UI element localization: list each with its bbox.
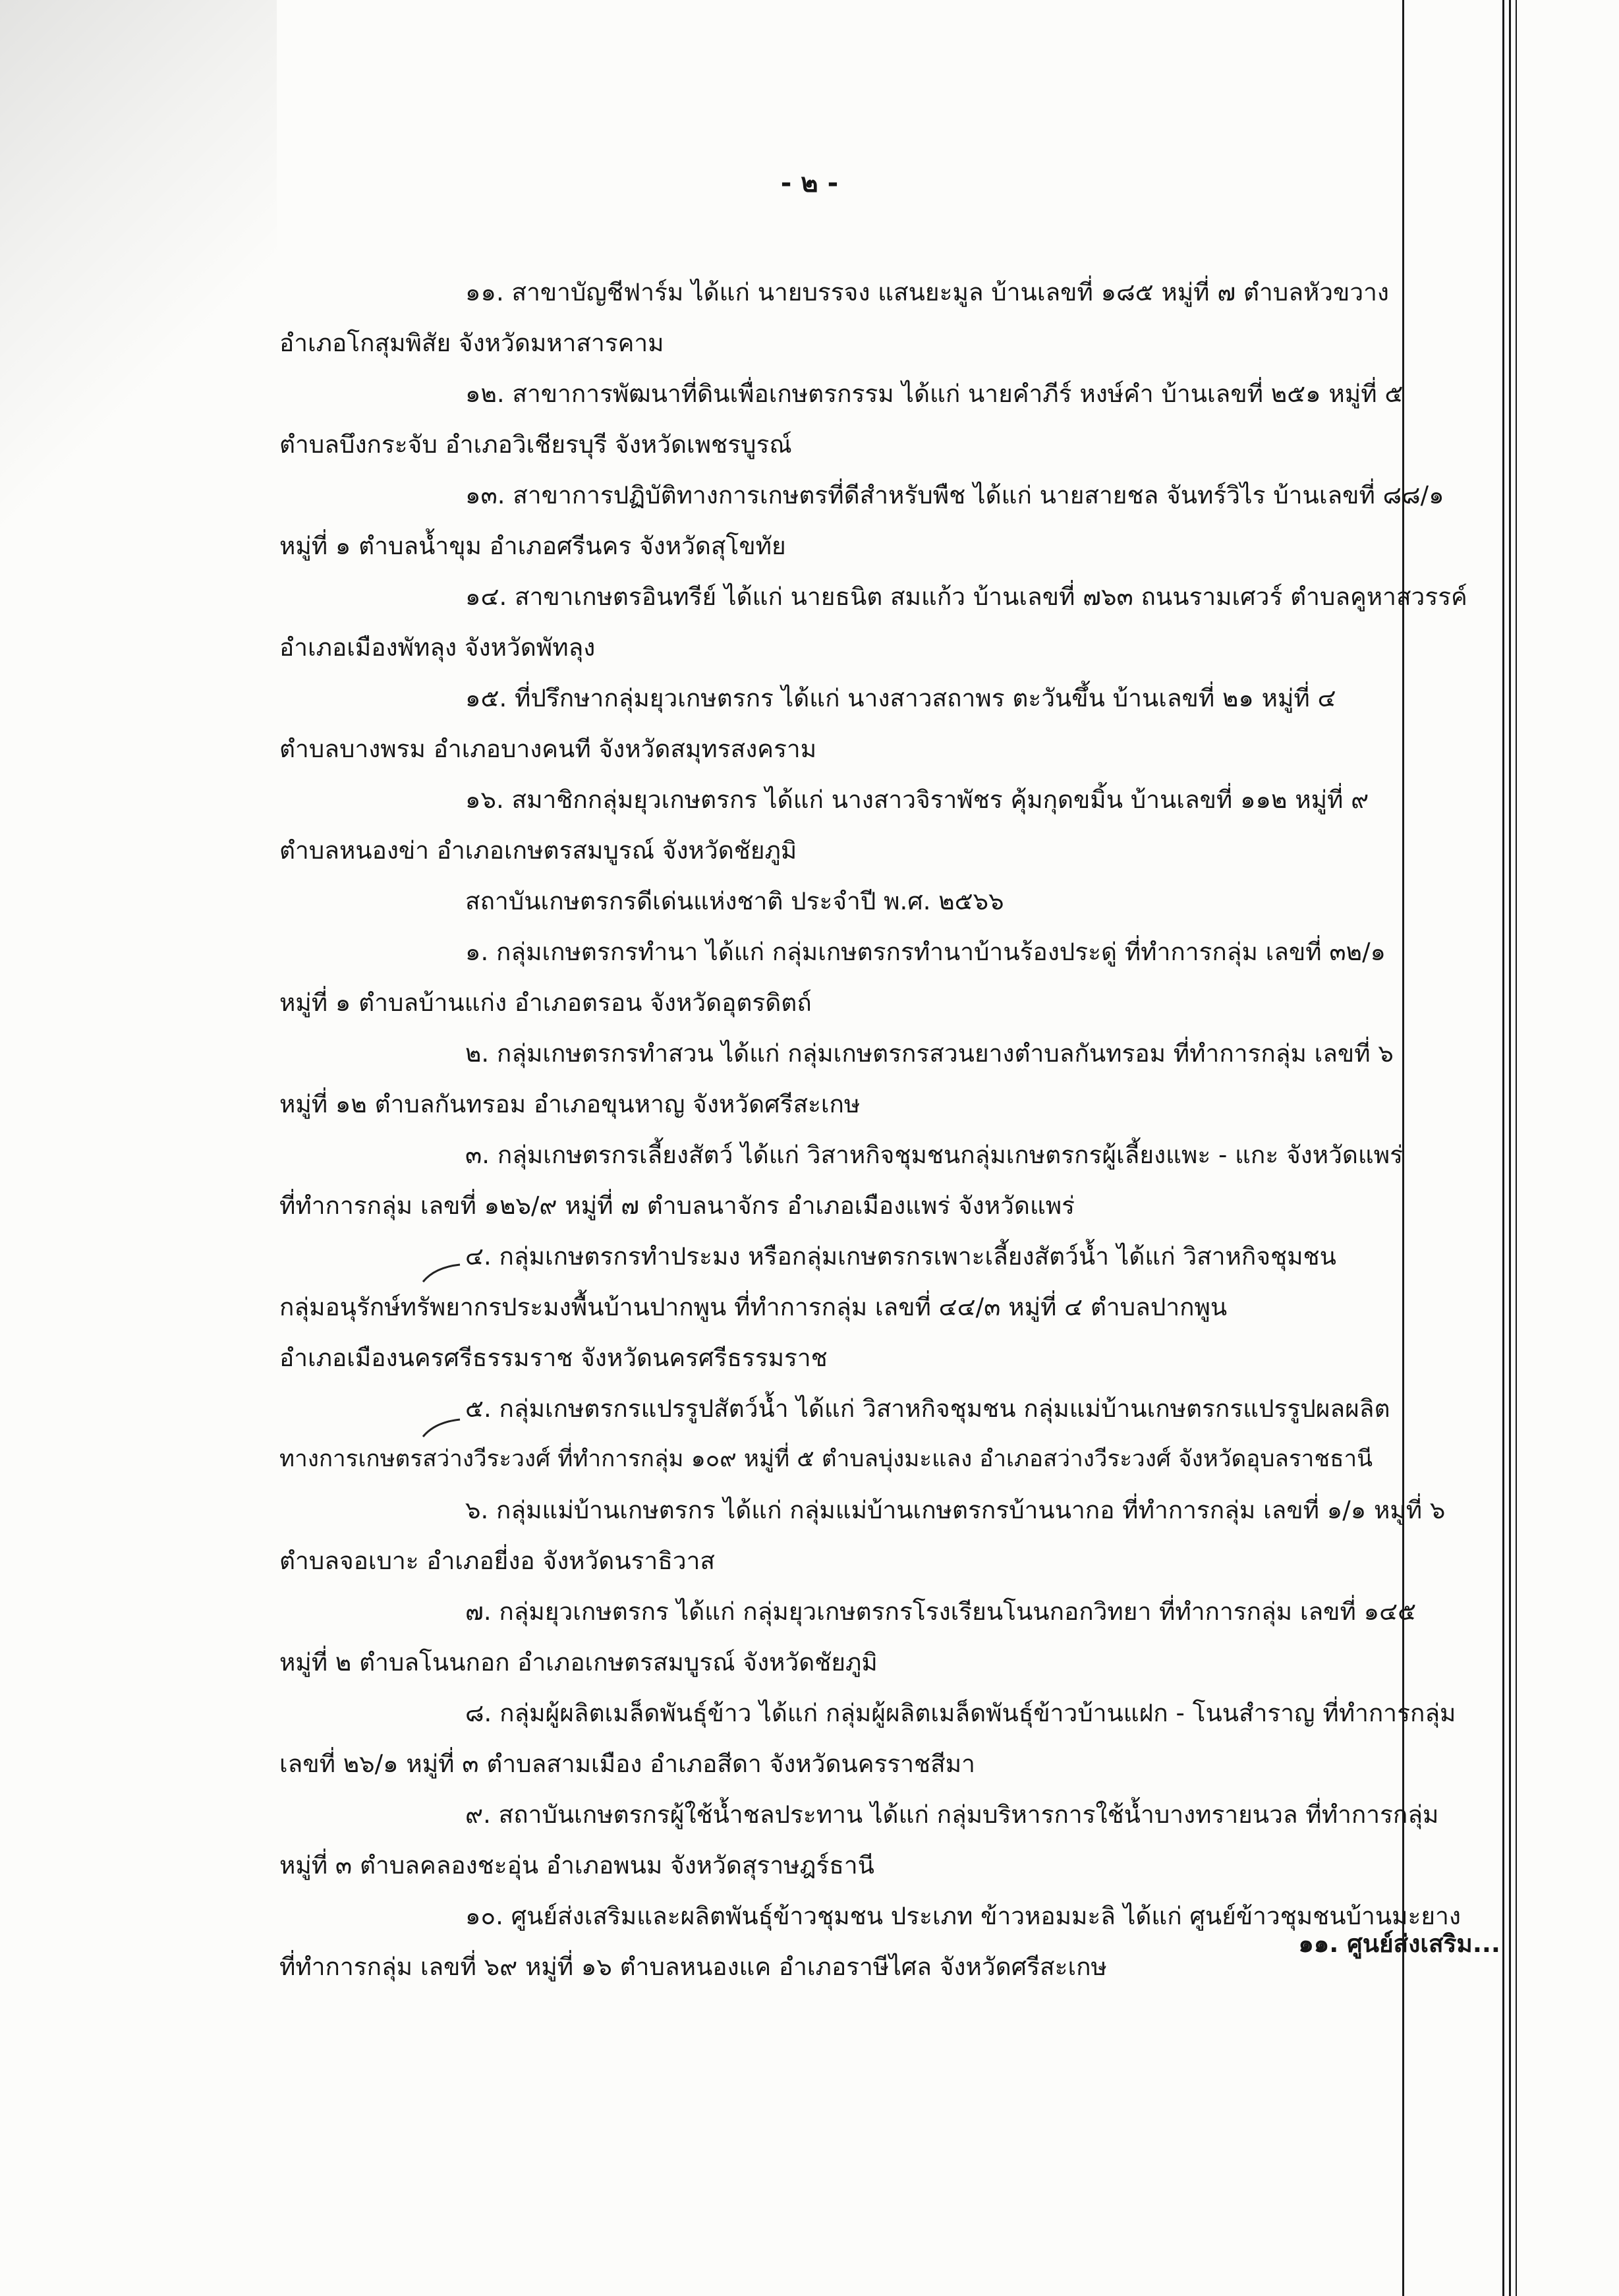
item-line: อำเภอโกสุมพิสัย จังหวัดมหาสารคาม — [279, 329, 664, 357]
group-line: ๗. กลุ่มยุวเกษตรกร ได้แก่ กลุ่มยุวเกษตรกรโรงเรียนโนนกอกวิทยา ที่ทำการกลุ่ม เลขที่ ๑๔๕ — [465, 1597, 1417, 1626]
item-line: ๑๒. สาขาการพัฒนาที่ดินเพื่อเกษตรกรรม ได้แก่ นายคำภีร์ หงษ์คำ บ้านเลขที่ ๒๕๑ หมู่ที่ ๕ — [465, 380, 1404, 408]
group-line: ๓. กลุ่มเกษตรกรเลี้ยงสัตว์ ได้แก่ วิสาหกิจชุมชนกลุ่มเกษตรกรผู้เลี้ยงแพะ - แกะ จังหวัดแพร่ — [465, 1141, 1404, 1169]
group-line: ๖. กลุ่มแม่บ้านเกษตรกร ได้แก่ กลุ่มแม่บ้านเกษตรกรบ้านนากอ ที่ทำการกลุ่ม เลขที่ ๑/๑ หมู่ที่ ๖ — [465, 1496, 1446, 1524]
page-number: - ๒ - — [780, 168, 839, 198]
pen-check-mark — [422, 1262, 461, 1288]
item-line: ๑๑. สาขาบัญชีฟาร์ม ได้แก่ นายบรรจง แสนยะมูล บ้านเลขที่ ๑๘๕ หมู่ที่ ๗ ตำบลหัวขวาง — [465, 278, 1389, 306]
group-line: หมู่ที่ ๑ ตำบลบ้านแก่ง อำเภอตรอน จังหวัดอุตรดิตถ์ — [279, 989, 812, 1017]
group-line: หมู่ที่ ๑๒ ตำบลกันทรอม อำเภอขุนหาญ จังหวัดศรีสะเกษ — [279, 1090, 861, 1118]
item-line: ตำบลบึงกระจับ อำเภอวิเชียรบุรี จังหวัดเพชรบูรณ์ — [279, 430, 792, 459]
item-line: ตำบลบางพรม อำเภอบางคนที จังหวัดสมุทรสงคราม — [279, 735, 817, 763]
item-line: ๑๕. ที่ปรึกษากลุ่มยุวเกษตรกร ได้แก่ นางสาวสถาพร ตะวันขึ้น บ้านเลขที่ ๒๑ หมู่ที่ ๔ — [465, 684, 1336, 712]
group-line: ที่ทำการกลุ่ม เลขที่ ๖๙ หมู่ที่ ๑๖ ตำบลหนองแค อำเภอราษีไศล จังหวัดศรีสะเกษ — [279, 1953, 1107, 1981]
group-line: ๘. กลุ่มผู้ผลิตเมล็ดพันธุ์ข้าว ได้แก่ กลุ่มผู้ผลิตเมล็ดพันธุ์ข้าวบ้านแฝก - โนนสำราญ ที่ทำการกลุ่ม — [465, 1699, 1456, 1727]
group-line: อำเภอเมืองนครศรีธรรมราช จังหวัดนครศรีธรรมราช — [279, 1344, 828, 1372]
group-line: ตำบลจอเบาะ อำเภอยี่งอ จังหวัดนราธิวาส — [279, 1547, 715, 1575]
pen-check-mark — [422, 1417, 461, 1443]
item-line: ๑๓. สาขาการปฏิบัติทางการเกษตรที่ดีสำหรับพืช ได้แก่ นายสายชล จันทร์วิไร บ้านเลขที่ ๘๘/๑ — [465, 481, 1444, 509]
scan-edge-line — [1516, 0, 1517, 2296]
group-line: ๕. กลุ่มเกษตรกรแปรรูปสัตว์น้ำ ได้แก่ วิสาหกิจชุมชน กลุ่มแม่บ้านเกษตรกรแปรรูปผลผลิต — [465, 1394, 1390, 1423]
item-line: ๑๖. สมาชิกกลุ่มยุวเกษตรกร ได้แก่ นางสาวจิราพัชร คุ้มกุดขมิ้น บ้านเลขที่ ๑๑๒ หมู่ที่ ๙ — [465, 786, 1369, 814]
item-line: ๑๔. สาขาเกษตรอินทรีย์ ได้แก่ นายธนิต สมแก้ว บ้านเลขที่ ๗๖๓ ถนนรามเศวร์ ตำบลคูหาสวรรค์ — [465, 583, 1467, 611]
group-line: ๙. สถาบันเกษตรกรผู้ใช้น้ำชลประทาน ได้แก่ กลุ่มบริหารการใช้น้ำบางทรายนวล ที่ทำการกลุ่ม — [465, 1800, 1439, 1829]
item-line: ตำบลหนองข่า อำเภอเกษตรสมบูรณ์ จังหวัดชัยภูมิ — [279, 836, 797, 865]
scan-shadow — [0, 0, 277, 923]
group-line: ๑. กลุ่มเกษตรกรทำนา ได้แก่ กลุ่มเกษตรกรทำนาบ้านร้องประดู่ ที่ทำการกลุ่ม เลขที่ ๓๒/๑ — [465, 938, 1386, 966]
document-body — [279, 267, 1505, 1992]
group-line: กลุ่มอนุรักษ์ทรัพยากรประมงพื้นบ้านปากพูน ที่ทำการกลุ่ม เลขที่ ๔๔/๓ หมู่ที่ ๔ ตำบลปากพูน — [279, 1293, 1228, 1321]
group-line: ทางการเกษตรสว่างวีระวงศ์ ที่ทำการกลุ่ม ๑๐๙ หมู่ที่ ๕ ตำบลบุ่งมะแลง อำเภอสว่างวีระวงศ์ จังหวัดอุบลราชธานี — [279, 1446, 1373, 1472]
item-line: หมู่ที่ ๑ ตำบลน้ำขุม อำเภอศรีนคร จังหวัดสุโขทัย — [279, 532, 786, 560]
group-line: หมู่ที่ ๓ ตำบลคลองชะอุ่น อำเภอพนม จังหวัดสุราษฎร์ธานี — [279, 1851, 874, 1880]
footer-continuation: ๑๑. ศูนย์ส่งเสริม... — [1298, 1930, 1500, 1958]
group-line: ๔. กลุ่มเกษตรกรทำประมง หรือกลุ่มเกษตรกรเพาะเลี้ยงสัตว์น้ำ ได้แก่ วิสาหกิจชุมชน — [465, 1242, 1336, 1271]
group-line: เลขที่ ๒๖/๑ หมู่ที่ ๓ ตำบลสามเมือง อำเภอสีดา จังหวัดนครราชสีมา — [279, 1750, 975, 1778]
group-line: ๑๐. ศูนย์ส่งเสริมและผลิตพันธุ์ข้าวชุมชน ประเภท ข้าวหอมมะลิ ได้แก่ ศูนย์ข้าวชุมชนบ้านมะยาง — [465, 1902, 1461, 1930]
group-line: หมู่ที่ ๒ ตำบลโนนกอก อำเภอเกษตรสมบูรณ์ จังหวัดชัยภูมิ — [279, 1648, 878, 1677]
group-line: ที่ทำการกลุ่ม เลขที่ ๑๒๖/๙ หมู่ที่ ๗ ตำบลนาจักร อำเภอเมืองแพร่ จังหวัดแพร่ — [279, 1191, 1075, 1220]
scan-edge-line — [1509, 0, 1511, 2296]
group-line: ๒. กลุ่มเกษตรกรทำสวน ได้แก่ กลุ่มเกษตรกรสวนยางตำบลกันทรอม ที่ทำการกลุ่ม เลขที่ ๖ — [465, 1039, 1394, 1068]
section-heading: สถาบันเกษตรกรดีเด่นแห่งชาติ ประจำปี พ.ศ. ๒๕๖๖ — [465, 887, 1004, 915]
item-line: อำเภอเมืองพัทลุง จังหวัดพัทลุง — [279, 633, 596, 662]
